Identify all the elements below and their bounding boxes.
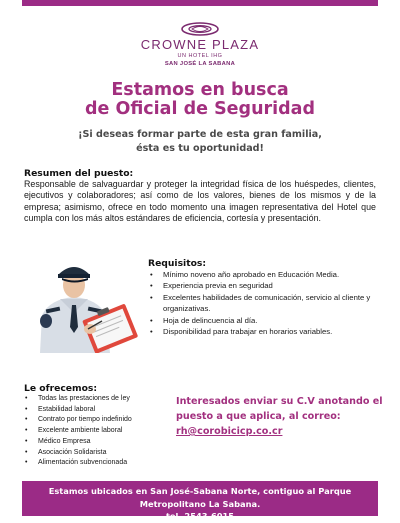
footer-line-1: Estamos ubicados en San José-Sabana Norte, contiguo al Parque — [48, 486, 352, 496]
list-item: • Hoja de delincuencia al día. — [150, 315, 382, 326]
list-item: • Excelente ambiente laboral — [24, 426, 174, 437]
contact-info — [176, 394, 386, 439]
resumen-text: Responsable de salvaguardar y proteger la integridad física de los huéspedes, clientes, ejecutivos y colaboradores; así como de los valores, bienes de los mismos y de la empresa; asimismo, ofrece en todo momento una imagen representativa del Hotel que cumpla con los más altos estándares de eficiencia, cortesía y presentación. — [24, 179, 376, 223]
resumen-heading: Resumen del puesto: — [24, 168, 134, 179]
contact-text: Interesados enviar su C.V anotando el puesto a que aplica, al correo: — [176, 396, 383, 422]
brand-logo — [0, 22, 400, 67]
top-accent-bar — [22, 0, 378, 6]
brand-location: SAN JOSÉ LA SABANA — [164, 61, 236, 67]
ofrecemos-heading: Le ofrecemos: — [24, 383, 98, 394]
list-item: • Contrato por tiempo indefinido — [24, 415, 174, 426]
brand-subtitle: UN HOTEL IHG — [177, 53, 223, 59]
footer-phone: tel. 2543-6015 — [165, 511, 235, 521]
list-item: • Asociación Solidarista — [24, 448, 174, 459]
page-title — [0, 81, 400, 119]
list-item: • Todas las prestaciones de ley — [24, 394, 174, 405]
title-line-2: de Oficial de Seguridad — [84, 99, 316, 119]
list-item: • Experiencia previa en seguridad — [150, 280, 382, 291]
tagline-line-1: ¡Si deseas formar parte de esta gran familia, — [78, 129, 322, 140]
list-item: • Médico Empresa — [24, 437, 174, 448]
footer-bar — [22, 481, 378, 521]
ofrecemos-list — [24, 394, 174, 469]
brand-name: CROWNE PLAZA — [140, 37, 260, 52]
contact-email-link[interactable]: rh@corobicicp.co.cr — [176, 426, 283, 437]
crowne-plaza-emblem-icon — [180, 22, 220, 36]
security-officer-photo — [22, 253, 140, 353]
tagline — [0, 128, 400, 156]
requisitos-heading: Requisitos: — [148, 258, 207, 269]
requisitos-list — [150, 269, 382, 337]
title-line-1: Estamos en busca — [111, 80, 289, 100]
list-item: • Estabilidad laboral — [24, 405, 174, 416]
list-item: • Mínimo noveno año aprobado en Educación Media. — [150, 269, 382, 280]
footer-line-2: Metropolitano La Sabana. — [139, 498, 261, 509]
list-item: • Disponibilidad para trabajar en horarios variables. — [150, 326, 382, 337]
list-item: • Alimentación subvencionada — [24, 458, 174, 469]
list-item: • Excelentes habilidades de comunicación, servicio al cliente y organizativas. — [150, 292, 382, 315]
tagline-line-2: ésta es tu oportunidad! — [136, 143, 264, 154]
